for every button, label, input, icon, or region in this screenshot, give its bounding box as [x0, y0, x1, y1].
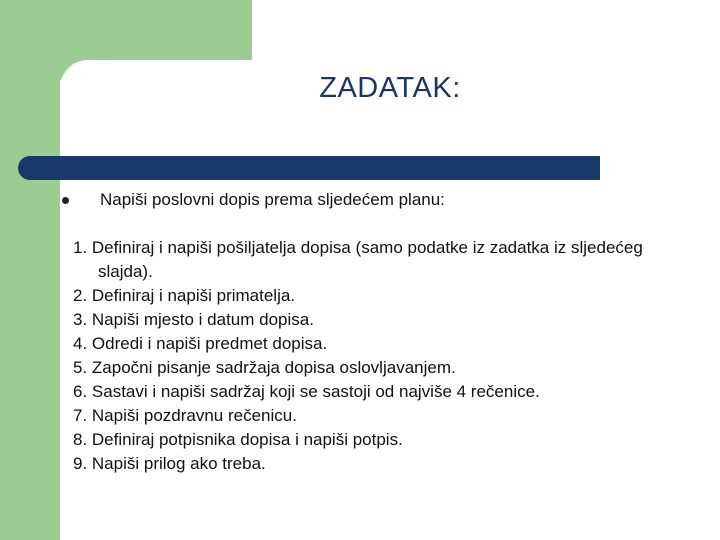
title-underline-bar	[18, 156, 600, 180]
decor-green-left	[0, 0, 60, 540]
list-item: 4. Odredi i napiši predmet dopisa.	[73, 334, 328, 353]
list-item: 9. Napiši prilog ako treba.	[73, 454, 266, 473]
intro-text: Napiši poslovni dopis prema sljedećem planu:	[100, 190, 445, 209]
list-item: 8. Definiraj potpisnika dopisa i napiši potpis.	[73, 430, 403, 449]
list-item: 3. Napiši mjesto i datum dopisa.	[73, 310, 314, 329]
list-item: 7. Napiši pozdravnu rečenicu.	[73, 406, 297, 425]
slide-title: ZADATAK:	[319, 72, 461, 104]
list-item: 1. Definiraj i napiši pošiljatelja dopisa (samo podatke iz zadatka iz sljedećeg slajda).	[73, 238, 643, 281]
list-item: 5. Započni pisanje sadržaja dopisa oslovljavanjem.	[73, 358, 456, 377]
bullet-dot-icon	[62, 197, 69, 204]
steps-list	[73, 236, 693, 476]
list-item: 2. Definiraj i napiši primatelja.	[73, 286, 296, 305]
list-item: 6. Sastavi i napiši sadržaj koji se sastoji od najviše 4 rečenice.	[73, 382, 540, 401]
intro-bullet	[62, 188, 445, 212]
